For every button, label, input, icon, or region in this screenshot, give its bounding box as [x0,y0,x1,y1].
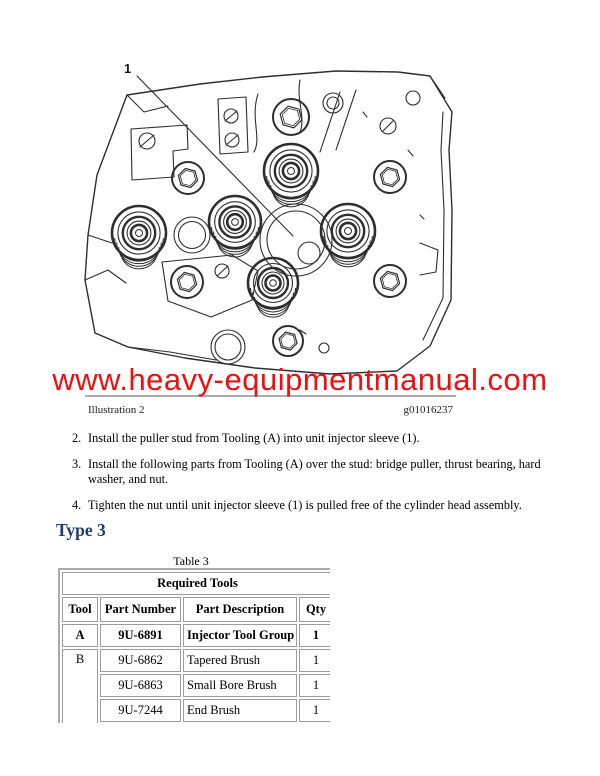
cell-tool: A [62,624,98,647]
table-row [62,699,330,722]
cell-qty: 1 [299,624,330,647]
table-caption: Table 3 [173,554,209,568]
table-title: Required Tools [62,572,330,595]
section-heading: Type 3 [56,520,106,540]
hex-socket-bolt [171,266,203,298]
illustration-caption-row [88,404,453,416]
table-row [62,649,330,672]
step-text: Install the puller stud from Tooling (A) into unit injector sleeve (1). [88,431,420,445]
hex-socket-bolt [172,162,204,194]
table-header-row [62,597,330,622]
step-number: 4. [72,498,82,512]
injector-sleeve [112,206,166,269]
table-row [62,674,330,697]
cell-part: 9U-7244 [100,699,181,722]
cell-part: 9U-6891 [100,624,181,647]
procedure-steps [72,431,552,524]
head-contours [85,71,452,374]
hex-socket-bolt [273,326,303,356]
cylinder-head-illustration [70,52,470,384]
table-clip [58,568,330,723]
cell-qty: 1 [299,649,330,672]
table-body [62,624,330,723]
procedure-step [72,498,552,513]
cell-tool: B [62,649,98,723]
illustration-caption: Illustration 2 [88,404,145,416]
column-header: Qty [299,597,330,622]
injector-sleeve [209,196,261,257]
column-header: Part Number [100,597,181,622]
injector-sleeve [248,258,298,317]
hex-socket-bolt [273,99,309,135]
cell-part: 9U-6862 [100,649,181,672]
hex-socket-bolt [374,161,406,193]
illustration-graphic-id: g01016237 [403,404,453,416]
required-tools-table [58,568,330,723]
injector-sleeve [264,144,318,207]
cell-desc: End Brush [183,699,297,722]
cell-desc: Small Bore Brush [183,674,297,697]
callout-1-label: 1 [124,61,132,76]
step-number: 3. [72,457,82,471]
watermark: www.heavy-equipmentmanual.com [52,362,548,397]
step-number: 2. [72,431,82,445]
column-header: Tool [62,597,98,622]
cell-qty: 1 [299,674,330,697]
table-title-row [62,572,330,595]
cell-desc: Tapered Brush [183,649,297,672]
cell-part: 9U-6863 [100,674,181,697]
procedure-step [72,431,552,446]
procedure-step [72,457,552,487]
cell-qty: 1 [299,699,330,722]
step-text: Install the following parts from Tooling (A) over the stud: bridge puller, thrust bearing, hard washer, and nut. [88,457,541,486]
column-header: Part Description [183,597,297,622]
sleeves-and-bolts [112,99,406,356]
injector-sleeve [321,204,375,267]
cell-desc: Injector Tool Group [183,624,297,647]
step-text: Tighten the nut until unit injector sleeve (1) is pulled free of the cylinder head assembly. [88,498,522,512]
hex-socket-bolt [374,265,406,297]
table-row [62,624,330,647]
